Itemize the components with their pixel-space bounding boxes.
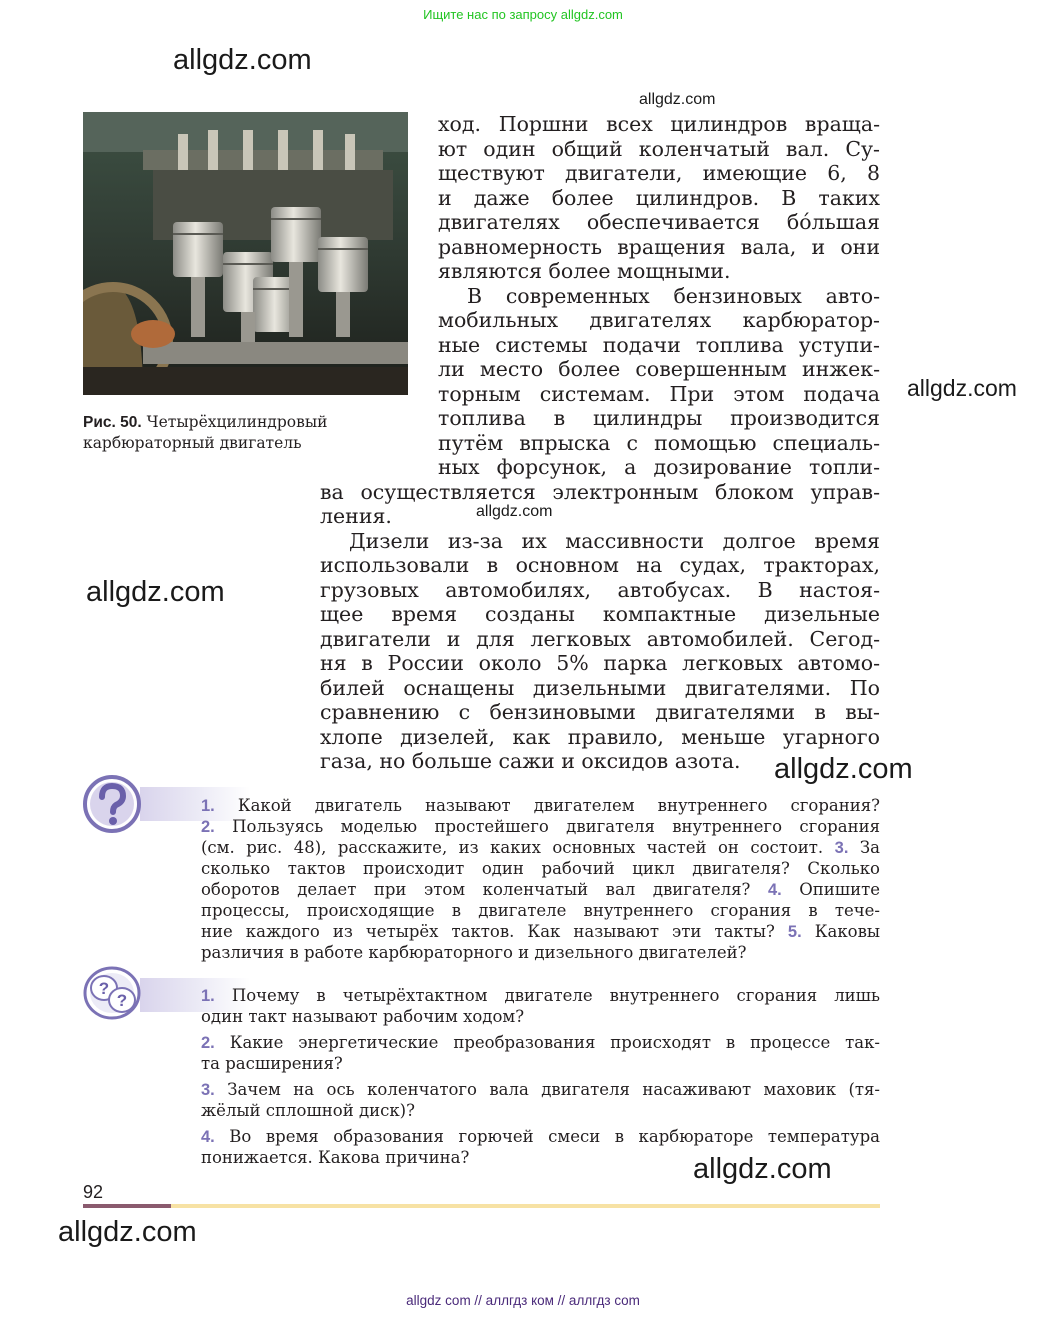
body-text-line: топлива в цилиндры производится xyxy=(438,406,880,430)
question-text: Какие энергетические преобразования происходят в процессе так- xyxy=(229,1033,880,1052)
body-text-line: двигателях обеспечивается бóльшая xyxy=(438,210,880,234)
watermark: allgdz.com xyxy=(907,375,1017,401)
question-number: 4. xyxy=(201,1128,215,1146)
question-mark-icon xyxy=(82,774,142,834)
question-line xyxy=(201,1033,880,1054)
question-line xyxy=(201,817,880,838)
watermark: allgdz.com xyxy=(58,1216,197,1248)
engine-photo xyxy=(83,112,408,395)
question-text: оборотов делает при этом коленчатый вал двигателя? xyxy=(201,880,751,899)
question-number: 4. xyxy=(767,881,782,899)
page-bar-dark xyxy=(83,1204,171,1208)
question-line: процессы, происходящие в двигателе внутреннего сгорания в тече- xyxy=(201,901,880,920)
page-number: 92 xyxy=(83,1182,104,1202)
question-text: Почему в четырёхтактном двигателе внутреннего сгорания лишь xyxy=(231,986,880,1005)
body-text-line: ществуют двигатели, имеющие 6, 8 xyxy=(438,161,880,185)
question-text: Во время образования горючей смеси в карбюраторе температура xyxy=(229,1127,880,1146)
question-text: Пользуясь моделью простейшего двигателя внутреннего сгорания xyxy=(232,817,880,836)
question-text: (см. рис. 48), расскажите, из каких основных частей он состоит. xyxy=(201,838,824,857)
figure-caption-label: Рис. 50. xyxy=(83,414,142,431)
body-text-line: Дизели из-за их массивности долгое время xyxy=(349,528,880,553)
discussion-bubbles-icon xyxy=(82,964,142,1024)
question-text: Какой двигатель называют двигателем внутреннего сгорания? xyxy=(237,796,880,815)
body-text-line: грузовых автомобилях, автобусах. В настоя- xyxy=(320,577,880,602)
question-text: Зачем на ось коленчатого вала двигателя насаживают маховик (тя- xyxy=(227,1080,880,1099)
watermark: allgdz.com xyxy=(476,503,553,520)
figure-caption xyxy=(83,412,403,453)
question-line: та расширения? xyxy=(201,1054,343,1073)
question-line xyxy=(201,922,880,943)
body-text-line: равномерность вращения вала, и они xyxy=(438,234,880,259)
body-text-line: билей оснащены дизельными двигателями. По xyxy=(320,675,880,700)
body-text-line: мобильных двигателях карбюратор- xyxy=(438,308,880,332)
svg-text:?: ? xyxy=(98,979,110,998)
question-number: 5. xyxy=(787,923,802,941)
page-bar-light xyxy=(171,1204,880,1208)
question-line: различия в работе карбюраторного и дизельного двигателей? xyxy=(201,943,747,962)
body-text-line: являются более мощными. xyxy=(438,259,731,283)
question-line: понижается. Какова причина? xyxy=(201,1148,470,1167)
body-text-line: торным системам. При этом подача xyxy=(438,381,880,406)
question-number: 3. xyxy=(834,839,849,857)
watermark: allgdz.com xyxy=(173,44,312,76)
watermark: allgdz.com xyxy=(86,576,225,608)
body-text-line: ва осуществляется электронным блоком управ- xyxy=(320,479,880,504)
body-text-line: хлопе дизелей, как правило, меньше угарного xyxy=(320,724,880,749)
question-text: ние каждого из четырёх тактов. Как называют эти такты? xyxy=(201,922,775,941)
body-text-line: использовали в основном на судах, тракторах, xyxy=(320,553,880,577)
question-line: сколько тактов происходит один рабочий цикл двигателя? Сколько xyxy=(201,859,880,878)
question-number: 3. xyxy=(201,1081,215,1099)
body-text-line: В современных бензиновых авто- xyxy=(467,283,880,308)
body-text-line: ют один общий коленчатый вал. Су- xyxy=(438,136,880,161)
body-text-line: путём впрыска с помощью специаль- xyxy=(438,430,880,455)
question-number: 1. xyxy=(201,987,215,1005)
question-line xyxy=(201,880,880,901)
body-text-line: ных форсунок, а дозирование топли- xyxy=(438,455,880,479)
question-line: жёлый сплошной диск)? xyxy=(201,1101,415,1120)
question-line xyxy=(201,986,880,1007)
body-text-line: двигатели и для легковых автомобилей. Сегод- xyxy=(320,626,880,651)
question-line xyxy=(201,796,880,817)
body-text-line: ня в России около 5% парка легковых автомо- xyxy=(320,651,880,675)
footer-links[interactable]: allgdz com // аллгдз ком // аллгдз com xyxy=(406,1293,640,1308)
watermark: allgdz.com xyxy=(693,1153,832,1185)
question-line xyxy=(201,1080,880,1101)
body-text-line: щее время созданы компактные дизельные xyxy=(320,602,880,626)
svg-text:?: ? xyxy=(116,991,128,1010)
question-text: Опишите xyxy=(799,880,881,899)
question-number: 2. xyxy=(201,1034,215,1052)
watermark: allgdz.com xyxy=(639,91,716,108)
watermark: allgdz.com xyxy=(774,753,913,785)
body-text-line: ления. xyxy=(320,504,392,528)
body-text-line: ли место более совершенным инжек- xyxy=(438,357,880,381)
body-text-line: газа, но больше сажи и оксидов азота. xyxy=(320,749,741,773)
question-line xyxy=(201,838,880,859)
body-text-line: сравнению с бензиновыми двигателями в вы- xyxy=(320,700,880,724)
question-line: один такт называют рабочим ходом? xyxy=(201,1007,525,1026)
figure-caption-line: Четырёхцилиндровый xyxy=(146,413,328,431)
body-text-line: и даже более цилиндров. В таких xyxy=(438,185,880,210)
body-text-line: ход. Поршни всех цилиндров враща- xyxy=(438,112,880,136)
figure-caption-line: карбюраторный двигатель xyxy=(83,434,302,452)
question-text: Каковы xyxy=(814,922,881,941)
question-text: За xyxy=(859,838,881,857)
body-text-line: ные системы подачи топлива уступи- xyxy=(438,332,880,357)
top-search-note: Ищите нас по запросу allgdz.com xyxy=(423,7,623,22)
question-line xyxy=(201,1127,880,1148)
question-number: 1. xyxy=(201,797,215,815)
question-number: 2. xyxy=(201,818,215,836)
